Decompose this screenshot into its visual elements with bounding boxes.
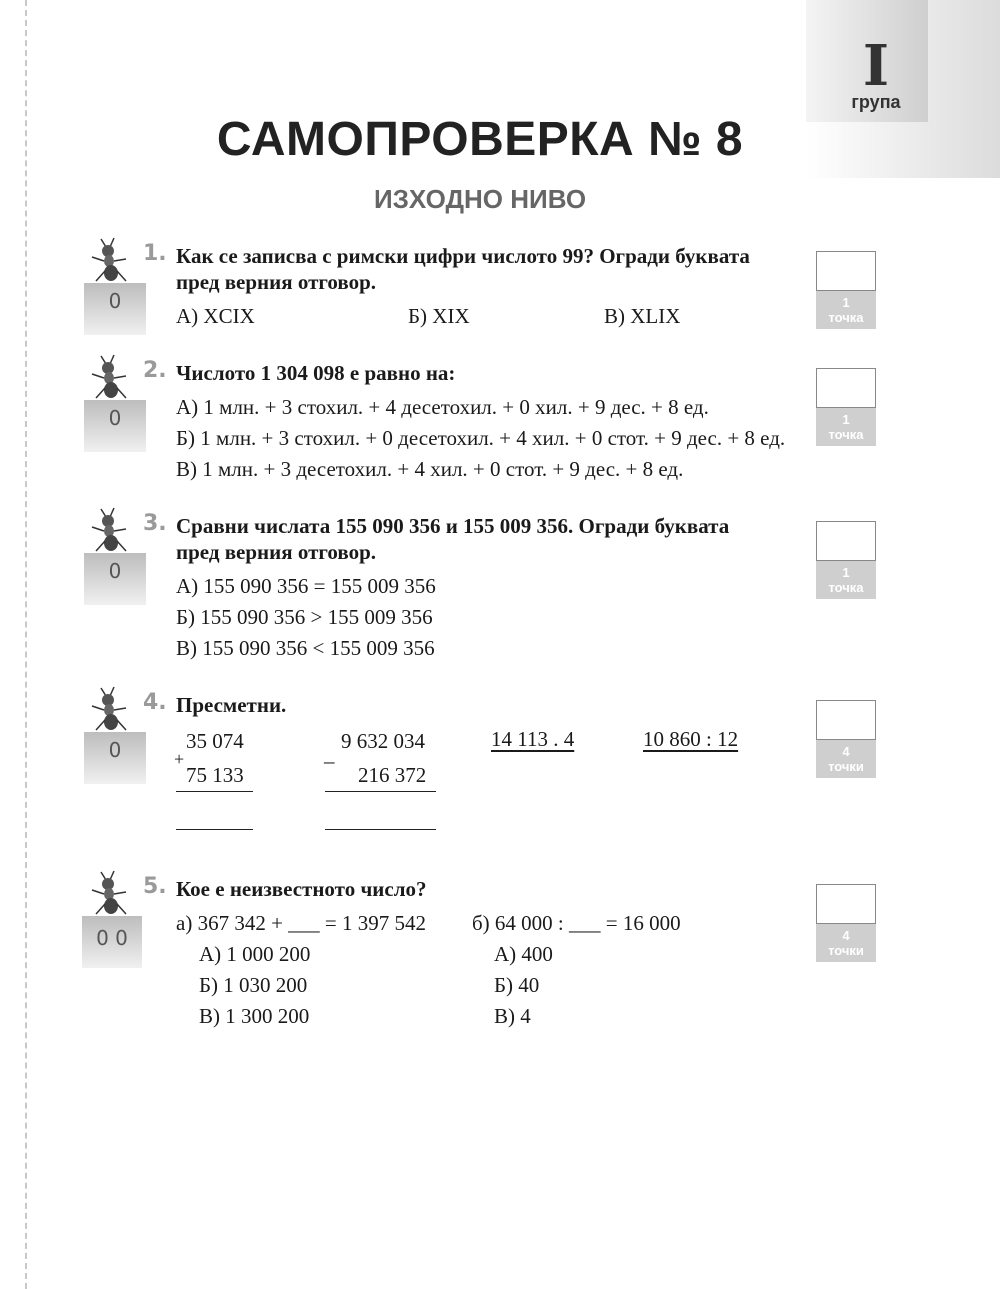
question-line: Кое е неизвестното число?: [176, 877, 427, 901]
points-badge: [816, 408, 876, 446]
option-b[interactable]: Б) 155 090 356 > 155 009 356: [176, 605, 433, 629]
score-box[interactable]: [816, 884, 876, 924]
option-b[interactable]: Б) 1 030 200: [199, 973, 308, 997]
points-label: точки: [828, 759, 864, 774]
points-label: точка: [828, 427, 864, 442]
points-value: 1: [842, 412, 850, 427]
addend-bottom: 75 133: [186, 763, 244, 787]
answer-line[interactable]: [325, 829, 436, 830]
division-expression: 10 860 : 12: [643, 727, 739, 751]
ant-icon: [84, 686, 146, 732]
ant-icon: [84, 354, 146, 400]
score-box[interactable]: [816, 368, 876, 408]
points-badge: [816, 924, 876, 962]
subtrahend: 216 372: [358, 763, 427, 787]
equation-b: б) 64 000 : ___ = 16 000: [472, 911, 681, 935]
question-line: Как се записва с римски цифри числото 99? Огради буквата: [176, 244, 750, 268]
equation-a: а) 367 342 + ___ = 1 397 542: [176, 911, 427, 935]
task-number: 3.: [143, 511, 167, 536]
addend-top: 35 074: [186, 729, 244, 753]
page-title: САМОПРОВЕРКА № 8: [216, 113, 744, 166]
option-a[interactable]: А) 155 090 356 = 155 009 356: [176, 574, 436, 598]
points-value: 4: [842, 928, 850, 943]
minuend: 9 632 034: [341, 729, 425, 753]
ant-marks: 0: [108, 289, 122, 313]
points-badge: [816, 291, 876, 329]
ant-icon: [84, 237, 146, 283]
ant-marks: 0: [108, 738, 122, 762]
question-line: пред верния отговор.: [176, 540, 377, 564]
option-b[interactable]: Б) 40: [494, 973, 540, 997]
task-number: 4.: [143, 690, 167, 715]
points-badge: [816, 561, 876, 599]
points-value: 1: [842, 565, 850, 580]
points-label: точка: [828, 580, 864, 595]
result-line: [325, 791, 436, 792]
answer-line[interactable]: [176, 829, 253, 830]
multiplication-expression: 14 113 . 4: [491, 727, 575, 751]
task-number: 2.: [143, 358, 167, 383]
option-a[interactable]: А) 400: [494, 942, 553, 966]
result-line: [176, 791, 253, 792]
score-box[interactable]: [816, 700, 876, 740]
option-c[interactable]: В) 155 090 356 < 155 009 356: [176, 636, 435, 660]
points-value: 1: [842, 295, 850, 310]
ant-icon: [84, 507, 146, 553]
ant-icon: [84, 870, 146, 916]
task-number: 1.: [143, 241, 167, 266]
points-value: 4: [842, 744, 850, 759]
option-c[interactable]: В) 1 млн. + 3 десетохил. + 4 хил. + 0 стот. + 9 дес. + 8 ед.: [176, 457, 684, 481]
option-b[interactable]: Б) 1 млн. + 3 стохил. + 0 десетохил. + 4 хил. + 0 стот. + 9 дес. + 8 ед.: [176, 426, 786, 450]
question-line: Сравни числата 155 090 356 и 155 009 356. Огради буквата: [176, 514, 730, 538]
page-subtitle: ИЗХОДНО НИВО: [373, 184, 587, 214]
points-label: точки: [828, 943, 864, 958]
score-box[interactable]: [816, 251, 876, 291]
task-number: 5.: [143, 874, 167, 899]
group-label: група: [851, 92, 901, 112]
points-badge: [816, 740, 876, 778]
ant-marks: 0 0: [96, 926, 128, 950]
plus-sign: +: [174, 749, 185, 769]
question-line: пред верния отговор.: [176, 270, 377, 294]
option-c[interactable]: В) 4: [494, 1004, 531, 1028]
ant-marks: 0: [108, 559, 122, 583]
ant-marks: 0: [108, 406, 122, 430]
minus-sign: –: [324, 749, 335, 773]
option-c[interactable]: В) XLIX: [604, 304, 681, 328]
option-b[interactable]: Б) XIX: [408, 304, 470, 328]
option-c[interactable]: В) 1 300 200: [199, 1004, 310, 1028]
option-a[interactable]: А) 1 000 200: [199, 942, 311, 966]
question-line: Числото 1 304 098 е равно на:: [176, 361, 456, 385]
question-line: Пресметни.: [176, 693, 287, 717]
points-label: точка: [828, 310, 864, 325]
group-numeral: I: [862, 33, 890, 99]
option-a[interactable]: А) XCIX: [176, 304, 255, 328]
score-box[interactable]: [816, 521, 876, 561]
option-a[interactable]: А) 1 млн. + 3 стохил. + 4 десетохил. + 0 хил. + 9 дес. + 8 ед.: [176, 395, 709, 419]
